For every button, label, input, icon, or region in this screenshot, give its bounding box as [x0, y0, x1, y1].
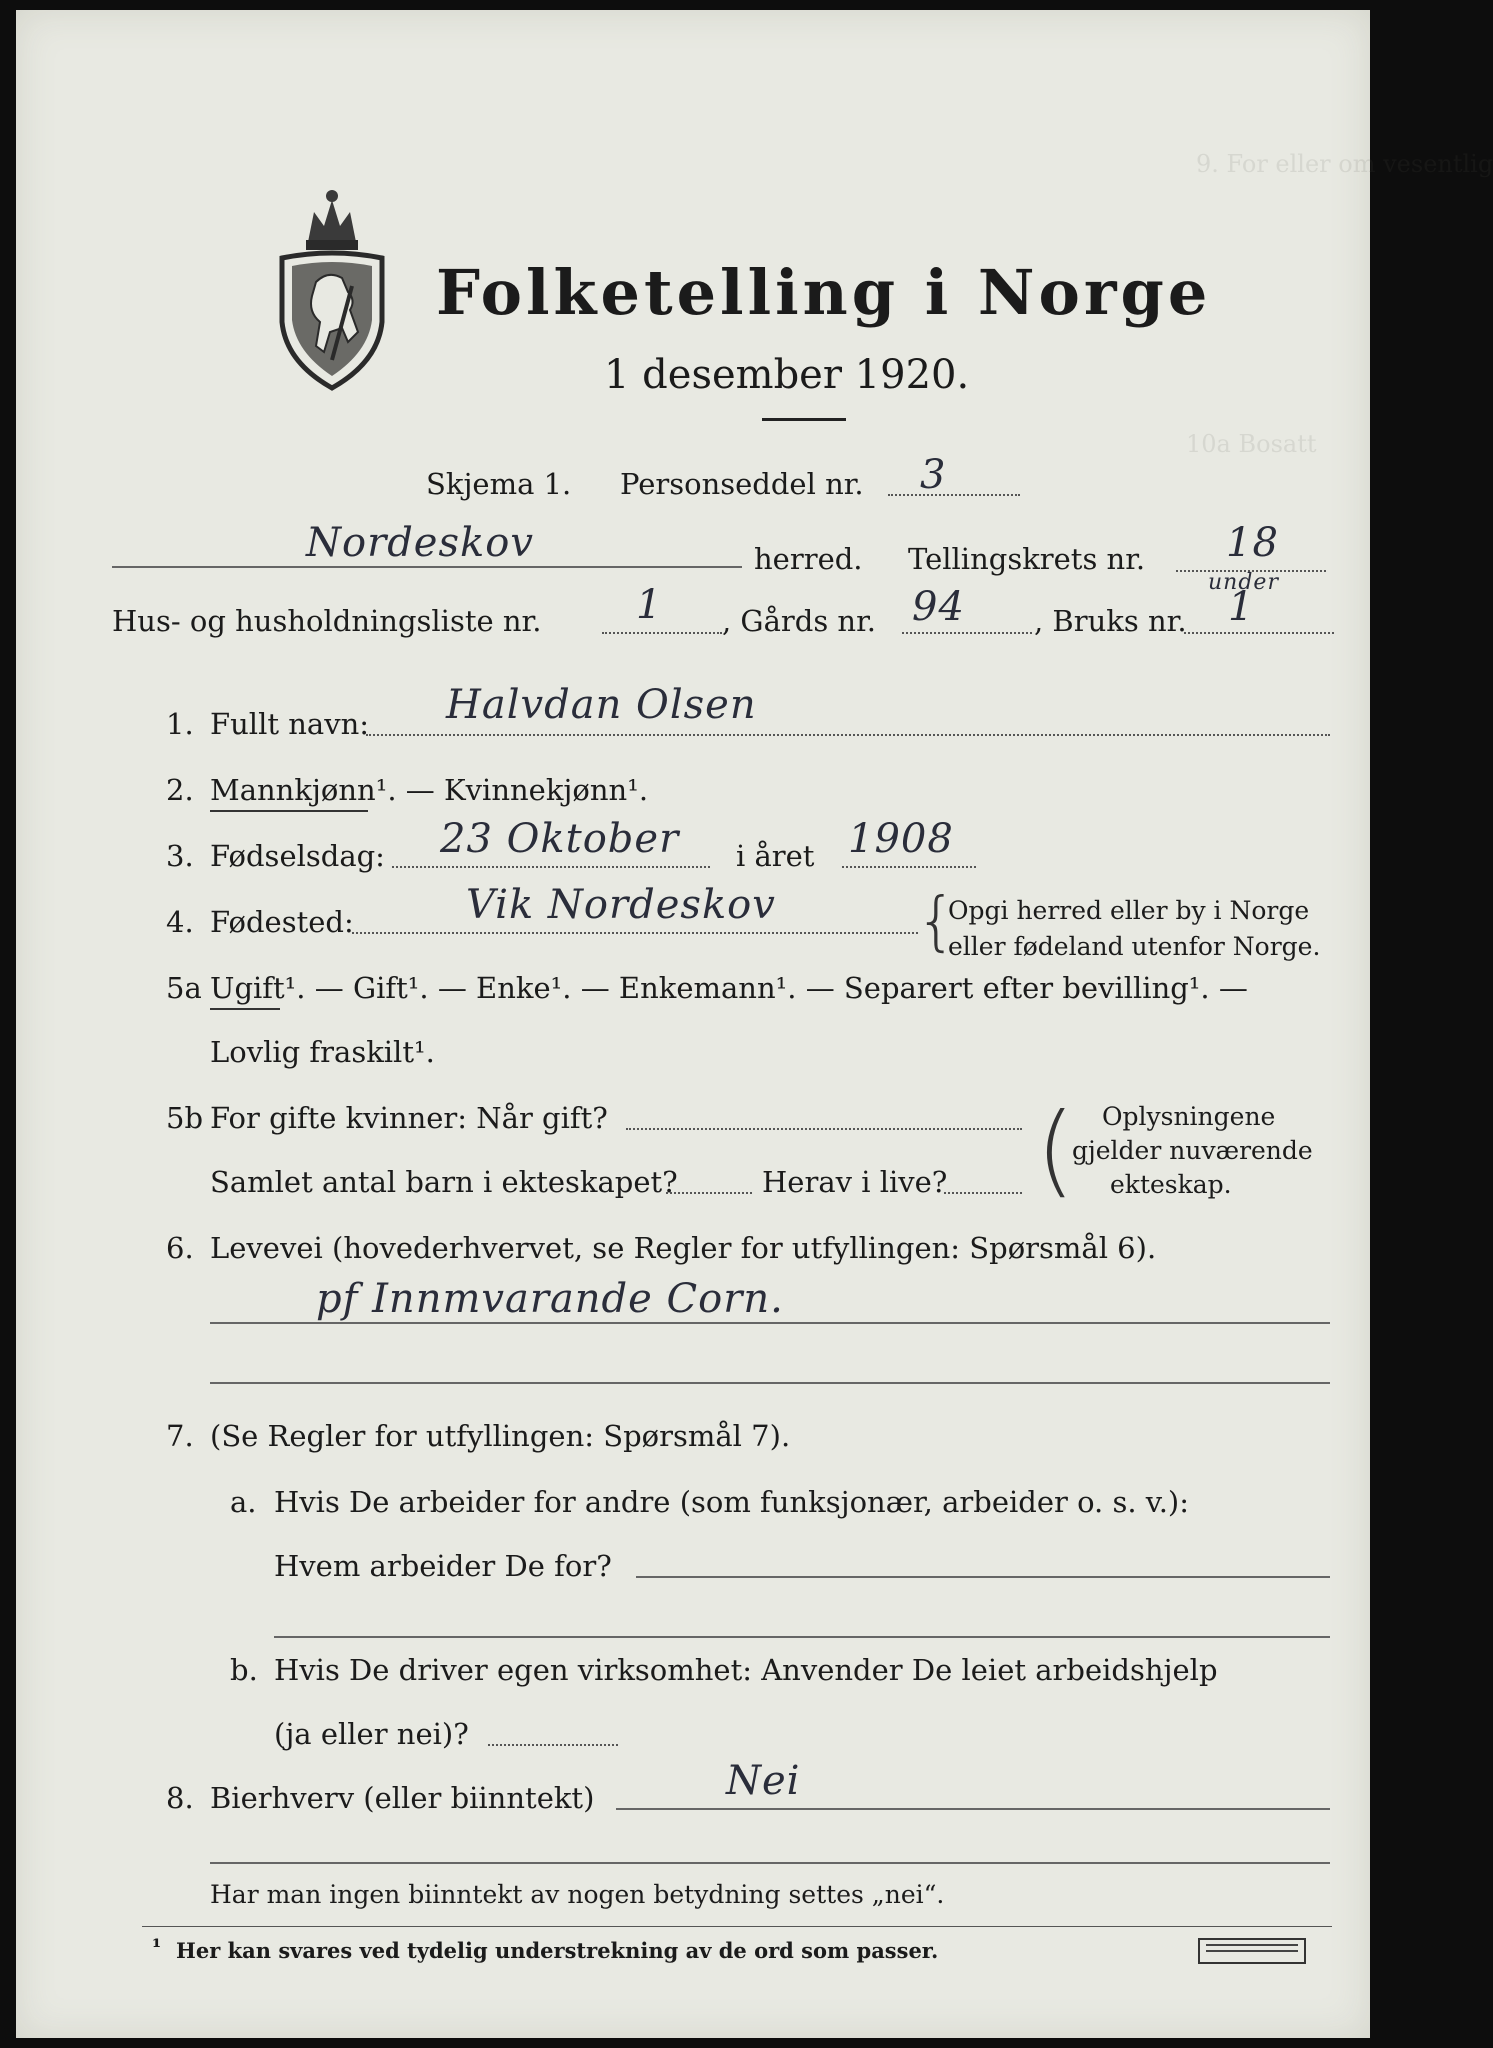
q3-year-label: i året — [736, 839, 815, 873]
footer-note: Har man ingen biinntekt av nogen betydning settes „nei“. — [210, 1880, 945, 1909]
q5a-label: Ugift¹. — Gift¹. — Enke¹. — Enkemann¹. — Separert efter bevilling¹. — — [210, 971, 1248, 1005]
q7b-label: Hvis De driver egen virksomhet: Anvender De leiet arbeidshjelp — [274, 1653, 1218, 1687]
q4-label: Fødested: — [210, 905, 354, 939]
q7a-field-line-2 — [274, 1636, 1330, 1638]
q5b-label: For gifte kvinner: Når gift? — [210, 1101, 608, 1135]
q8-label: Bierhverv (eller biinntekt) — [210, 1781, 595, 1815]
footer-divider — [142, 1926, 1332, 1927]
q6-value: pf Innmvarande Corn. — [316, 1276, 784, 1322]
footnote-marker: ¹ — [152, 1934, 162, 1959]
q4-value: Vik Nordeskov — [466, 882, 776, 928]
herred-label: herred. — [754, 542, 863, 576]
tellingskrets-value: 18 — [1226, 520, 1279, 566]
q3-field-line — [392, 866, 710, 868]
q8-number: 8. — [166, 1781, 194, 1815]
q8-field-line-2 — [210, 1862, 1330, 1864]
bruks-field-line — [1184, 632, 1334, 634]
bruks-label: , Bruks nr. — [1034, 604, 1187, 638]
bruks-note: under — [1208, 570, 1279, 595]
q5a-number: 5a — [166, 971, 202, 1005]
q7b-number: b. — [230, 1653, 258, 1687]
q5b-note-3: ekteskap. — [1110, 1170, 1232, 1199]
q3-label: Fødselsdag: — [210, 839, 385, 873]
q4-field-line — [352, 932, 918, 934]
census-date: 1 desember 1920. — [604, 352, 970, 398]
q5a-underline-mark — [210, 1008, 280, 1010]
printer-stamp — [1198, 1938, 1306, 1964]
hus-field-line — [602, 632, 722, 634]
q5b-bracket: ( — [1036, 1091, 1076, 1208]
q1-value: Halvdan Olsen — [446, 682, 757, 728]
q7-label: (Se Regler for utfyllingen: Spørsmål 7). — [210, 1419, 791, 1453]
q5a-label-2: Lovlig fraskilt¹. — [210, 1035, 435, 1069]
page-title: Folketelling i Norge — [436, 256, 1212, 329]
q7b-label-2: (ja eller nei)? — [274, 1717, 469, 1751]
q5b-label-3: Herav i live? — [762, 1165, 948, 1199]
q5b-children-field-line — [666, 1192, 752, 1194]
q3-value: 23 Oktober — [440, 816, 680, 862]
q3-number: 3. — [166, 839, 194, 873]
title-divider — [762, 418, 846, 421]
q4-note-2: eller fødeland utenfor Norge. — [948, 932, 1321, 961]
footnote-text: Her kan svares ved tydelig understrekning av de ord som passer. — [176, 1938, 939, 1963]
q4-number: 4. — [166, 905, 194, 939]
q5b-note-2: gjelder nuværende — [1072, 1136, 1313, 1165]
q6-field-line-1 — [210, 1322, 1330, 1324]
q5b-when-field-line — [626, 1128, 1022, 1130]
q7a-field-line-1 — [636, 1576, 1330, 1578]
q1-label: Fullt navn: — [210, 707, 370, 741]
tellingskrets-label: Tellingskrets nr. — [908, 542, 1146, 576]
herred-value: Nordeskov — [306, 520, 534, 566]
q7a-label-2: Hvem arbeider De for? — [274, 1549, 612, 1583]
q6-number: 6. — [166, 1231, 194, 1265]
q1-field-line — [366, 734, 1330, 736]
q4-note-1: Opgi herred eller by i Norge — [948, 896, 1310, 925]
q4-bracket: { — [916, 885, 957, 959]
personseddel-value: 3 — [920, 452, 947, 498]
q3-year-field-line — [842, 866, 976, 868]
bleed-through-text: 10a Bosatt — [1186, 430, 1317, 458]
q5b-number: 5b — [166, 1101, 204, 1135]
q2-number: 2. — [166, 773, 194, 807]
herred-field-line — [112, 566, 742, 568]
hus-label: Hus- og husholdningsliste nr. — [112, 604, 542, 638]
personseddel-field-line — [888, 494, 1020, 496]
q2-label: Mannkjønn¹. — Kvinnekjønn¹. — [210, 773, 649, 807]
bleed-through-text: 9. For eller om vesentlig — [1196, 150, 1493, 178]
q7b-field-line — [488, 1744, 618, 1746]
q6-label: Levevei (hovederhvervet, se Regler for utfyllingen: Spørsmål 6). — [210, 1231, 1157, 1265]
q5b-alive-field-line — [944, 1192, 1022, 1194]
q6-field-line-2 — [210, 1382, 1330, 1384]
gards-label: , Gårds nr. — [722, 604, 876, 638]
q5b-note-1: Oplysningene — [1102, 1102, 1276, 1131]
q2-underline-mark — [210, 810, 368, 812]
q7-number: 7. — [166, 1419, 194, 1453]
bruks-value: 1 — [1228, 584, 1255, 630]
schema-label: Skjema 1. — [426, 467, 572, 501]
personseddel-label: Personseddel nr. — [620, 467, 864, 501]
q8-field-line-1 — [616, 1808, 1330, 1810]
q7a-label: Hvis De arbeider for andre (som funksjonær, arbeider o. s. v.): — [274, 1485, 1190, 1519]
q5b-label-2: Samlet antal barn i ekteskapet? — [210, 1165, 678, 1199]
q1-number: 1. — [166, 707, 194, 741]
norway-coat-of-arms-icon — [268, 182, 396, 394]
gards-field-line — [902, 632, 1032, 634]
q8-value: Nei — [726, 1758, 801, 1804]
hus-value: 1 — [636, 582, 663, 628]
gards-value: 94 — [912, 584, 965, 630]
census-form-page — [16, 10, 1493, 2038]
q7a-number: a. — [230, 1485, 257, 1519]
q3-year-value: 1908 — [848, 816, 954, 862]
